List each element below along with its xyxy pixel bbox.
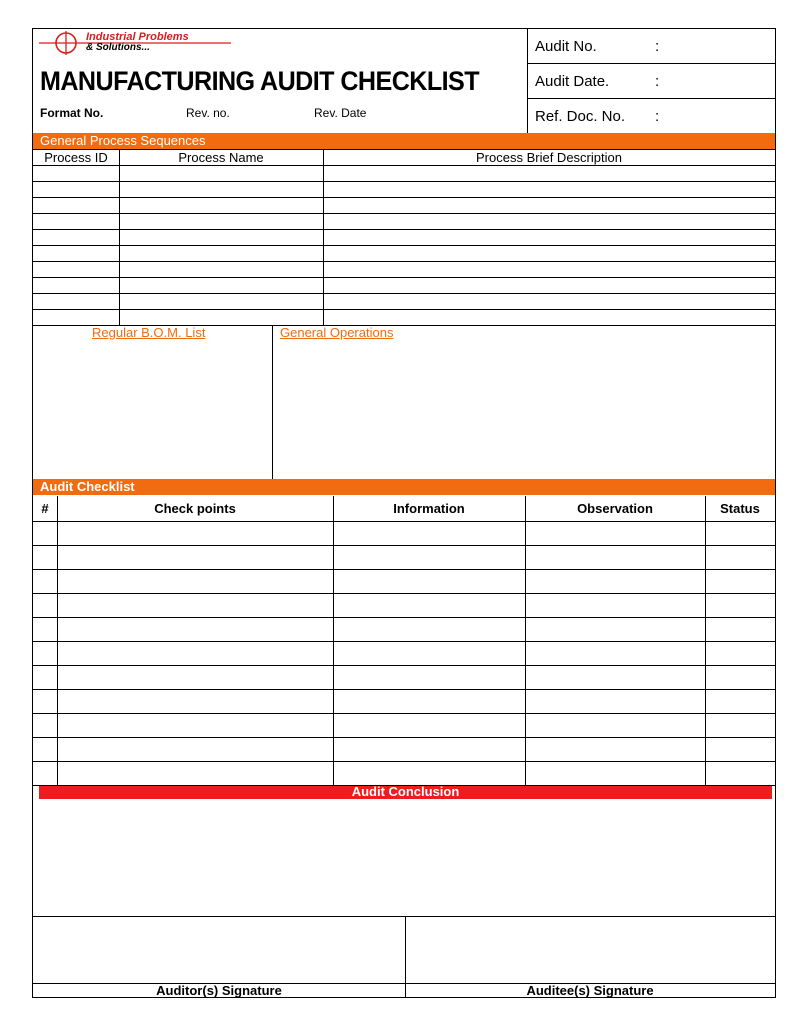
bom-list-link[interactable]: Regular B.O.M. List	[92, 325, 206, 340]
table-row[interactable]	[33, 230, 775, 245]
table-row[interactable]	[33, 246, 775, 261]
logo-line-2: & Solutions...	[86, 42, 150, 53]
col-process-name: Process Name	[178, 150, 264, 165]
col-process-id: Process ID	[44, 150, 108, 165]
auditee-signature-label: Auditee(s) Signature	[526, 983, 654, 998]
auditor-signature-box[interactable]	[33, 917, 405, 983]
logo-line-1: Industrial Problems	[86, 31, 189, 43]
col-process-description: Process Brief Description	[476, 150, 622, 165]
document-title: MANUFACTURING AUDIT CHECKLIST	[40, 66, 480, 96]
table-row[interactable]	[33, 310, 775, 325]
col-number: #	[41, 501, 49, 516]
table-row[interactable]	[33, 546, 775, 569]
col-check-points: Check points	[154, 501, 236, 516]
table-row[interactable]	[33, 642, 775, 665]
table-row[interactable]	[33, 570, 775, 593]
conclusion-header: Audit Conclusion	[39, 785, 772, 799]
rev-date-label: Rev. Date	[314, 106, 367, 120]
process-section-header: General Process Sequences	[33, 133, 775, 149]
table-row[interactable]	[33, 666, 775, 689]
rev-no-label: Rev. no.	[186, 106, 230, 120]
table-row[interactable]	[33, 594, 775, 617]
table-row[interactable]	[33, 738, 775, 761]
general-operations-link[interactable]: General Operations	[280, 325, 394, 340]
audit-date-label: Audit Date.	[535, 73, 610, 90]
col-observation: Observation	[577, 501, 653, 516]
table-row[interactable]	[33, 294, 775, 309]
audit-form-sheet: Industrial Problems & Solutions... MANUFACTURING AUDIT CHECKLIST Format No. Rev. no. Rev. Date Audit No. : Audit Date. : Ref. Doc. No. : General Process Sequences Process ID Process Name Process Brief Description Regular B.O.M. List General Operations Audit Checklist # Check points Information Observation Status Audit Conclusion Auditor(s) Signature Auditee(s) Signature	[32, 28, 776, 998]
table-row[interactable]	[33, 714, 775, 737]
auditee-signature-box[interactable]	[406, 917, 775, 983]
audit-no-label: Audit No.	[535, 38, 597, 55]
auditor-signature-label: Auditor(s) Signature	[156, 983, 282, 998]
col-status: Status	[720, 501, 760, 516]
table-row[interactable]	[33, 198, 775, 213]
table-row[interactable]	[33, 278, 775, 293]
table-row[interactable]	[33, 262, 775, 277]
conclusion-area[interactable]	[33, 800, 775, 916]
table-row[interactable]	[33, 166, 775, 181]
checklist-section-header: Audit Checklist	[33, 479, 775, 495]
table-row[interactable]	[33, 214, 775, 229]
table-row[interactable]	[33, 762, 775, 785]
format-no-label: Format No.	[40, 106, 104, 120]
ref-doc-no-label: Ref. Doc. No.	[535, 108, 626, 125]
table-row[interactable]	[33, 522, 775, 545]
table-row[interactable]	[33, 690, 775, 713]
table-row[interactable]	[33, 182, 775, 197]
col-information: Information	[393, 501, 465, 516]
table-row[interactable]	[33, 618, 775, 641]
